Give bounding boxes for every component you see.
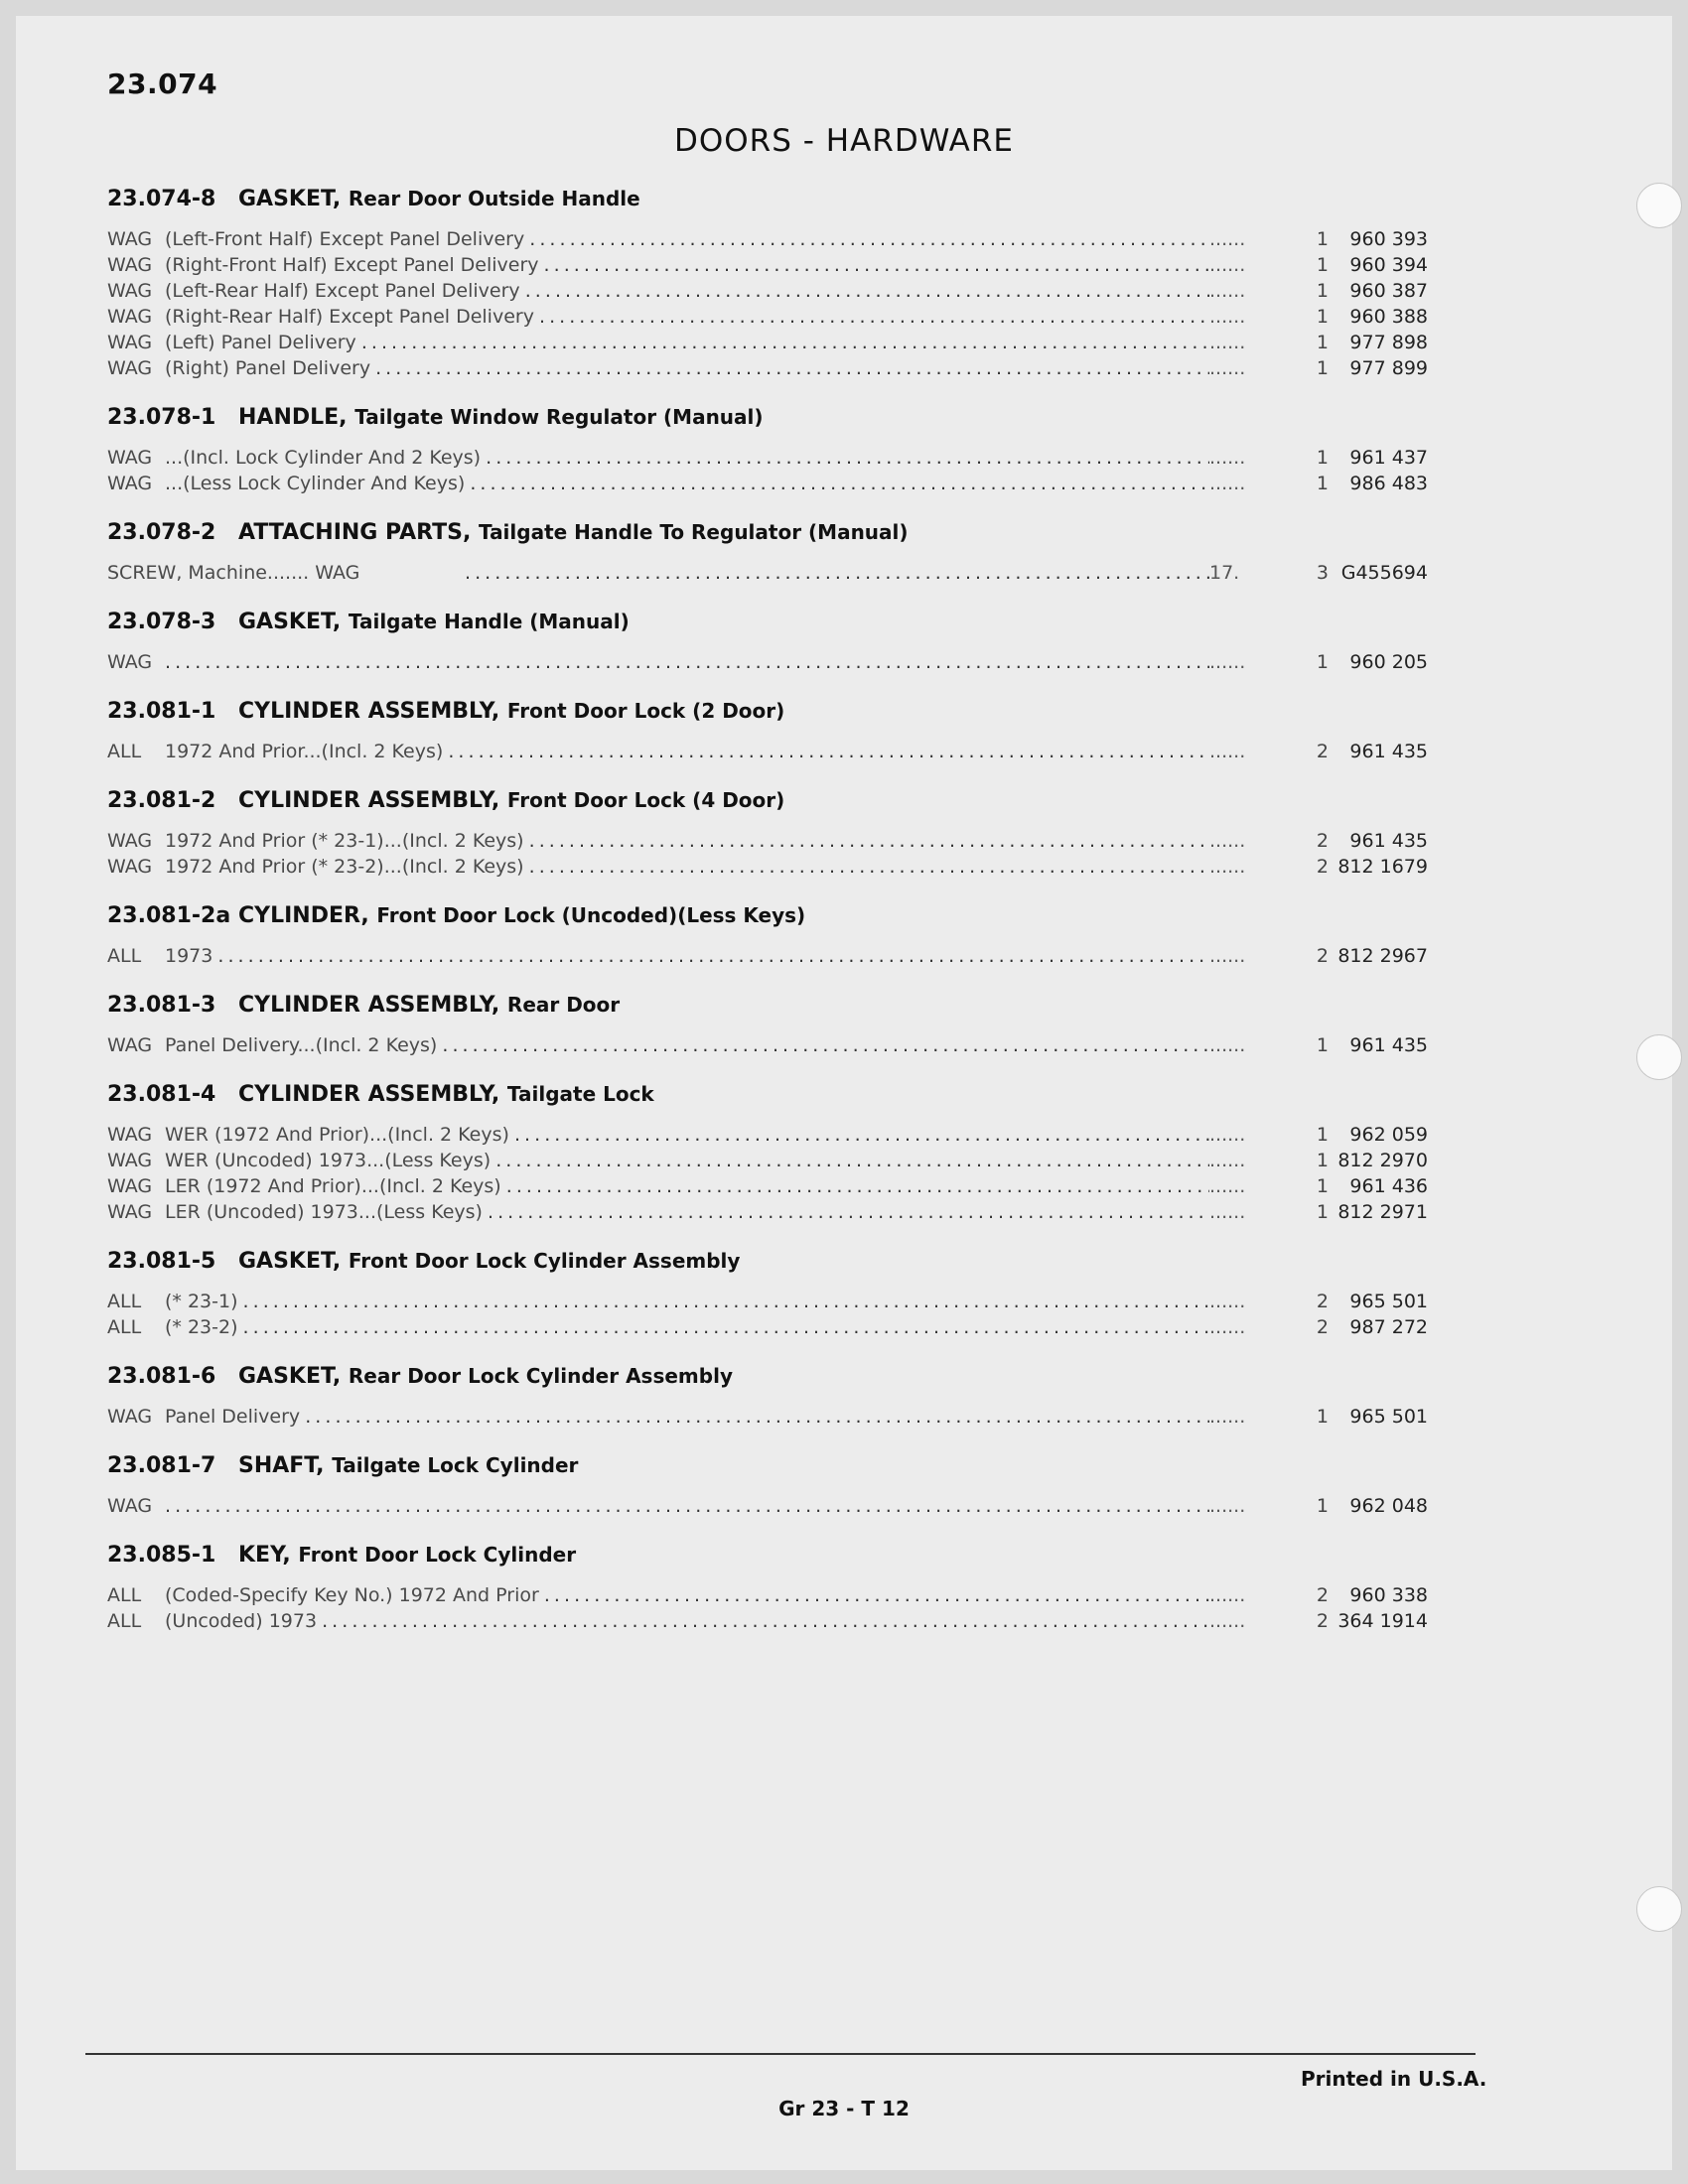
description-cell [165, 1493, 1209, 1519]
footer-rule [85, 2053, 1476, 2055]
parts-row [107, 1289, 1428, 1314]
section-rows [107, 943, 1428, 969]
quantity-cell: 2 [1316, 830, 1329, 852]
section-header [107, 1447, 1428, 1483]
description-cell: (* 23-2) . . . [165, 1314, 1209, 1340]
quantity-cell: 1 [1316, 254, 1329, 276]
description-cell: 1972 And Prior...(Incl. 2 Keys) . . . [165, 739, 1209, 764]
model-cell: ALL [107, 1291, 142, 1312]
section-title-sub: Tailgate Handle To Regulator (Manual) [479, 520, 909, 544]
model-cell: WAG [107, 306, 153, 328]
part-number-cell: G455694 [1340, 562, 1428, 584]
part-number-cell: 961 435 [1349, 741, 1428, 762]
model-cell: WAG [107, 254, 153, 276]
quantity-cell: 2 [1316, 856, 1329, 878]
quantity-cell: 1 [1316, 280, 1329, 302]
section-title-sub: Rear Door [506, 993, 621, 1017]
part-number-cell: 965 501 [1349, 1291, 1428, 1312]
quantity-cell: 1 [1316, 1495, 1329, 1517]
quantity-cell: 1 [1316, 1406, 1329, 1428]
binder-hole [1636, 1034, 1682, 1080]
reference-cell: ...... [1209, 856, 1246, 878]
section-title-sub: Front Door Lock (Uncoded)(Less Keys) [376, 903, 806, 927]
section-code: 23.081-6 [107, 1364, 216, 1389]
section-code: 23.081-7 [107, 1453, 216, 1478]
quantity-cell: 1 [1316, 1201, 1329, 1223]
description-cell: (Left-Front Half) Except Panel Delivery . . . [165, 226, 1209, 252]
section-header [107, 1243, 1428, 1279]
parts-section [107, 782, 1428, 880]
quantity-cell: 2 [1316, 741, 1329, 762]
part-number-cell: 960 388 [1349, 306, 1428, 328]
parts-row [107, 1199, 1428, 1225]
parts-row [107, 1148, 1428, 1173]
section-code: 23.078-1 [107, 405, 216, 430]
quantity-cell: 1 [1316, 1034, 1329, 1056]
section-title-sub: Rear Door Lock Cylinder Assembly [348, 1364, 733, 1388]
section-rows [107, 828, 1428, 880]
section-code: 23.081-2a [107, 903, 231, 928]
parts-section [107, 693, 1428, 764]
description-cell: (Left) Panel Delivery . . . [165, 330, 1209, 355]
section-title [238, 181, 1428, 217]
section-rows [107, 649, 1428, 675]
model-cell: WAG [107, 228, 153, 250]
part-number-cell: 961 435 [1349, 830, 1428, 852]
section-header [107, 693, 1428, 729]
reference-cell: ...... [1209, 945, 1246, 967]
section-title-main: SHAFT, [238, 1453, 325, 1478]
quantity-cell: 1 [1316, 1175, 1329, 1197]
parts-row [107, 1032, 1428, 1058]
parts-row [107, 445, 1428, 471]
section-title-sub: Tailgate Lock Cylinder [332, 1453, 579, 1477]
section-header [107, 604, 1428, 639]
parts-section [107, 897, 1428, 969]
binder-hole [1636, 183, 1682, 228]
model-cell: ALL [107, 1610, 142, 1632]
parts-section [107, 399, 1428, 496]
description-cell [165, 649, 1209, 675]
model-cell: WAG [107, 651, 153, 673]
part-number-cell: 987 272 [1349, 1316, 1428, 1338]
part-number-cell: 961 436 [1349, 1175, 1428, 1197]
section-title-sub: Front Door Lock (2 Door) [506, 699, 785, 723]
parts-row [107, 1608, 1428, 1634]
section-header [107, 987, 1428, 1023]
part-number-cell: 986 483 [1349, 473, 1428, 494]
section-code: 23.081-3 [107, 993, 216, 1018]
description-cell: (Uncoded) 1973 . . . [165, 1608, 1209, 1634]
description-cell: WER (1972 And Prior)...(Incl. 2 Keys) . . . [165, 1122, 1209, 1148]
parts-row [107, 278, 1428, 304]
parts-section [107, 1243, 1428, 1340]
model-cell: WAG [107, 1150, 153, 1171]
description-cell: 1972 And Prior (* 23-1)...(Incl. 2 Keys) . . . [165, 828, 1209, 854]
parts-list [107, 181, 1428, 1652]
quantity-cell: 1 [1316, 357, 1329, 379]
parts-row [107, 471, 1428, 496]
parts-row [107, 330, 1428, 355]
section-code: 23.078-2 [107, 520, 216, 545]
quantity-cell: 1 [1316, 306, 1329, 328]
description-cell: (Right-Rear Half) Except Panel Delivery . . . [165, 304, 1209, 330]
section-rows [107, 1582, 1428, 1634]
model-cell: WAG [107, 357, 153, 379]
quantity-cell: 2 [1316, 1291, 1329, 1312]
description-cell: (Left-Rear Half) Except Panel Delivery . . . [165, 278, 1209, 304]
section-code: 23.081-5 [107, 1249, 216, 1274]
section-title [238, 604, 1428, 640]
section-title-main: CYLINDER ASSEMBLY, [238, 1082, 500, 1107]
parts-row [107, 252, 1428, 278]
quantity-cell: 2 [1316, 945, 1329, 967]
section-header [107, 1537, 1428, 1572]
description-cell: (* 23-1) . . . [165, 1289, 1209, 1314]
parts-row [107, 1314, 1428, 1340]
reference-cell: ...... [1209, 741, 1246, 762]
model-cell: ALL [107, 945, 142, 967]
quantity-cell: 1 [1316, 473, 1329, 494]
reference-cell: ...... [1209, 357, 1246, 379]
reference-cell: ...... [1209, 254, 1246, 276]
reference-cell: ...... [1209, 1034, 1246, 1056]
model-cell: WAG [107, 1495, 153, 1517]
parts-row [107, 355, 1428, 381]
part-number-cell: 965 501 [1349, 1406, 1428, 1428]
reference-cell: ...... [1209, 1610, 1246, 1632]
page-title: DOORS - HARDWARE [674, 123, 1014, 159]
section-rows [107, 1122, 1428, 1225]
quantity-cell: 1 [1316, 651, 1329, 673]
section-title-main: CYLINDER ASSEMBLY, [238, 699, 500, 724]
section-title-main: GASKET, [238, 610, 342, 634]
reference-cell: ...... [1209, 1201, 1246, 1223]
parts-row [107, 1173, 1428, 1199]
reference-cell: ...... [1209, 1406, 1246, 1428]
parts-section [107, 987, 1428, 1058]
reference-cell: ...... [1209, 1124, 1246, 1146]
model-cell: WAG [107, 332, 153, 353]
reference-cell: ...... [1209, 1175, 1246, 1197]
reference-cell: ...... [1209, 1495, 1246, 1517]
quantity-cell: 1 [1316, 1124, 1329, 1146]
section-title [238, 897, 1428, 934]
model-cell: WAG [107, 473, 153, 494]
description-cell: (Coded-Specify Key No.) 1972 And Prior . . . [165, 1582, 1209, 1608]
description-cell: Panel Delivery...(Incl. 2 Keys) . . . [165, 1032, 1209, 1058]
section-title [238, 1447, 1428, 1484]
reference-cell: ...... [1209, 280, 1246, 302]
part-number-cell: 960 205 [1349, 651, 1428, 673]
parts-row [107, 1493, 1428, 1519]
part-number-cell: 812 1679 [1337, 856, 1428, 878]
section-title [238, 987, 1428, 1024]
parts-row [107, 649, 1428, 675]
parts-row [107, 1582, 1428, 1608]
part-number-cell: 960 387 [1349, 280, 1428, 302]
quantity-cell: 1 [1316, 447, 1329, 469]
parts-row [107, 854, 1428, 880]
part-number-cell: 961 435 [1349, 1034, 1428, 1056]
part-number-cell: 364 1914 [1337, 1610, 1428, 1632]
description-cell [465, 560, 1209, 586]
model-cell: WAG [107, 1034, 153, 1056]
model-cell: WAG [107, 856, 153, 878]
parts-row [107, 739, 1428, 764]
model-cell: WAG [107, 1406, 153, 1428]
section-rows [107, 226, 1428, 381]
reference-cell: ...... [1209, 473, 1246, 494]
description-cell: Panel Delivery . . . [165, 1404, 1209, 1430]
description-cell: WER (Uncoded) 1973...(Less Keys) . . . [165, 1148, 1209, 1173]
reference-cell: ...... [1209, 830, 1246, 852]
model-cell: WAG [107, 280, 153, 302]
description-cell: 1972 And Prior (* 23-2)...(Incl. 2 Keys) . . . [165, 854, 1209, 880]
description-cell: (Right) Panel Delivery . . . [165, 355, 1209, 381]
section-title-main: GASKET, [238, 1364, 342, 1389]
description-cell: (Right-Front Half) Except Panel Delivery . . . [165, 252, 1209, 278]
section-rows [107, 1032, 1428, 1058]
section-title [238, 399, 1428, 436]
reference-cell: ...... [1209, 1584, 1246, 1606]
part-number-cell: 960 338 [1349, 1584, 1428, 1606]
reference-cell: ...... [1209, 447, 1246, 469]
model-cell: WAG [107, 830, 153, 852]
model-cell: WAG [107, 1175, 153, 1197]
section-header [107, 897, 1428, 933]
part-number-cell: 961 437 [1349, 447, 1428, 469]
quantity-cell: 1 [1316, 332, 1329, 353]
section-title-main: KEY, [238, 1543, 291, 1568]
section-code: 23.081-2 [107, 788, 216, 813]
section-title [238, 693, 1428, 730]
page-number: 23.074 [107, 68, 218, 100]
section-title-sub: Front Door Lock (4 Door) [506, 788, 785, 812]
description-cell: 1973 . . . [165, 943, 1209, 969]
section-rows [107, 560, 1428, 586]
parts-section [107, 1358, 1428, 1430]
reference-cell: ...... [1209, 1291, 1246, 1312]
part-number-cell: 977 899 [1349, 357, 1428, 379]
section-rows [107, 739, 1428, 764]
section-code: 23.081-4 [107, 1082, 216, 1107]
section-title-sub: Front Door Lock Cylinder [298, 1543, 577, 1567]
parts-section [107, 514, 1428, 586]
description-cell: ...(Less Lock Cylinder And Keys) . . . [165, 471, 1209, 496]
model-cell: WAG [107, 447, 153, 469]
section-title-main: HANDLE, [238, 405, 348, 430]
section-rows [107, 445, 1428, 496]
group-reference: Gr 23 - T 12 [778, 2097, 910, 2120]
section-header [107, 181, 1428, 216]
parts-row [107, 560, 1428, 586]
section-rows [107, 1289, 1428, 1340]
model-cell: ALL [107, 1584, 142, 1606]
section-title-main: GASKET, [238, 187, 342, 211]
section-title-sub: Rear Door Outside Handle [348, 187, 640, 210]
section-title-sub: Tailgate Handle (Manual) [348, 610, 630, 633]
part-number-cell: 960 394 [1349, 254, 1428, 276]
section-title-sub: Tailgate Lock [506, 1082, 654, 1106]
part-number-cell: 812 2970 [1337, 1150, 1428, 1171]
printed-in-label: Printed in U.S.A. [1301, 2067, 1487, 2091]
section-code: 23.081-1 [107, 699, 216, 724]
section-title-main: CYLINDER ASSEMBLY, [238, 993, 500, 1018]
part-number-cell: 977 898 [1349, 332, 1428, 353]
quantity-cell: 2 [1316, 1584, 1329, 1606]
parts-section [107, 1537, 1428, 1634]
section-header [107, 1076, 1428, 1112]
description-cell: LER (1972 And Prior)...(Incl. 2 Keys) . . . [165, 1173, 1209, 1199]
part-number-cell: 812 2967 [1337, 945, 1428, 967]
section-title-main: CYLINDER, [238, 903, 369, 928]
section-code: 23.085-1 [107, 1543, 216, 1568]
parts-row [107, 1122, 1428, 1148]
parts-section [107, 604, 1428, 675]
reference-cell: ...... [1209, 1150, 1246, 1171]
part-number-cell: 812 2971 [1337, 1201, 1428, 1223]
section-title-main: GASKET, [238, 1249, 342, 1274]
parts-row [107, 226, 1428, 252]
section-title-main: ATTACHING PARTS, [238, 520, 472, 545]
model-cell: SCREW, Machine....... WAG [107, 562, 360, 584]
model-cell: ALL [107, 741, 142, 762]
section-code: 23.078-3 [107, 610, 216, 634]
section-header [107, 514, 1428, 550]
quantity-cell: 2 [1316, 1610, 1329, 1632]
reference-cell: ...... [1209, 332, 1246, 353]
section-header [107, 782, 1428, 818]
model-cell: ALL [107, 1316, 142, 1338]
section-title-main: CYLINDER ASSEMBLY, [238, 788, 500, 813]
parts-row [107, 828, 1428, 854]
section-title [238, 1076, 1428, 1113]
binder-hole [1636, 1886, 1682, 1932]
quantity-cell: 2 [1316, 1316, 1329, 1338]
section-title-sub: Tailgate Window Regulator (Manual) [354, 405, 764, 429]
section-rows [107, 1493, 1428, 1519]
section-title [238, 1358, 1428, 1395]
section-header [107, 1358, 1428, 1394]
section-title [238, 1537, 1428, 1573]
quantity-cell: 1 [1316, 228, 1329, 250]
section-title [238, 782, 1428, 819]
section-code: 23.074-8 [107, 187, 216, 211]
parts-section [107, 1447, 1428, 1519]
description-cell: ...(Incl. Lock Cylinder And 2 Keys) . . . [165, 445, 1209, 471]
quantity-cell: 3 [1316, 562, 1329, 584]
description-cell: LER (Uncoded) 1973...(Less Keys) . . . [165, 1199, 1209, 1225]
parts-row [107, 304, 1428, 330]
parts-row [107, 1404, 1428, 1430]
quantity-cell: 1 [1316, 1150, 1329, 1171]
part-number-cell: 962 048 [1349, 1495, 1428, 1517]
section-title [238, 514, 1428, 551]
part-number-cell: 962 059 [1349, 1124, 1428, 1146]
section-title [238, 1243, 1428, 1280]
model-cell: WAG [107, 1124, 153, 1146]
reference-cell: ...... [1209, 228, 1246, 250]
parts-section [107, 1076, 1428, 1225]
reference-cell: ...... [1209, 306, 1246, 328]
part-number-cell: 960 393 [1349, 228, 1428, 250]
reference-cell: ...... [1209, 1316, 1246, 1338]
section-header [107, 399, 1428, 435]
section-rows [107, 1404, 1428, 1430]
parts-section [107, 181, 1428, 381]
model-cell: WAG [107, 1201, 153, 1223]
reference-cell: 17. [1209, 562, 1240, 584]
section-title-sub: Front Door Lock Cylinder Assembly [348, 1249, 741, 1273]
reference-cell: ...... [1209, 651, 1246, 673]
parts-row [107, 943, 1428, 969]
